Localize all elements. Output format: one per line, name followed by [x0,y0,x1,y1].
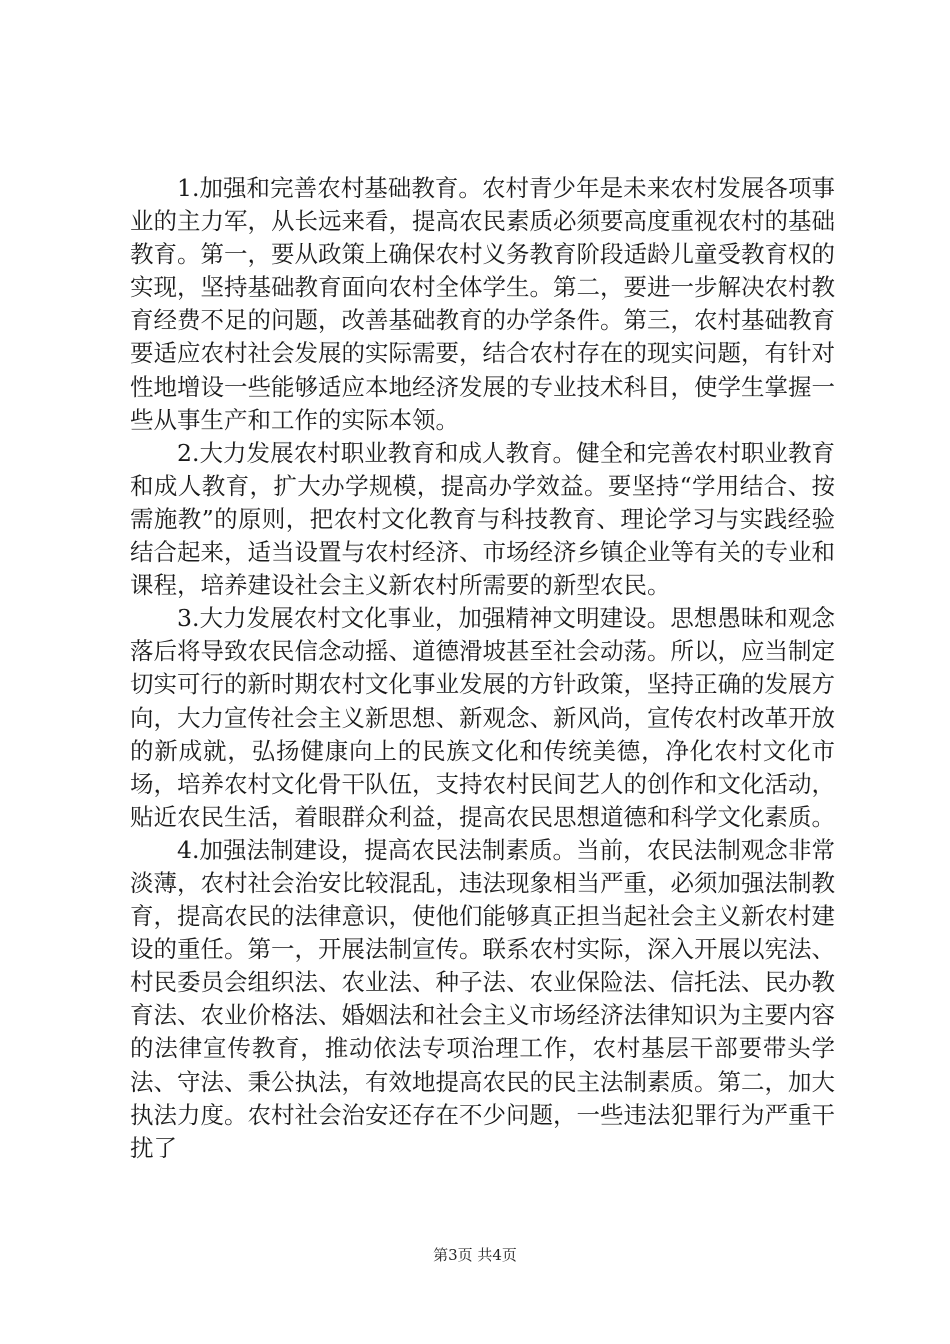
paragraph-4: 4.加强法制建设，提高农民法制素质。当前，农民法制观念非常淡薄，农村社会治安比较混乱，违法现象相当严重，必须加强法制教育，提高农民的法律意识，使他们能够真正担当起社会主义新农村建设的重任。第一，开展法制宣传。联系农村实际，深入开展以宪法、村民委员会组织法、农业法、种子法、农业保险法、信托法、民办教育法、农业价格法、婚姻法和社会主义市场经济法律知识为主要内容的法律宣传教育，推动依法专项治理工作，农村基层干部要带头学法、守法、秉公执法，有效地提高农民的民主法制素质。第二，加大执法力度。农村社会治安还存在不少问题，一些违法犯罪行为严重干扰了 [130,835,835,1162]
body-text [130,172,835,1165]
paragraph-3: 3.大力发展农村文化事业，加强精神文明建设。思想愚昧和观念落后将导致农民信念动摇、道德滑坡甚至社会动荡。所以，应当制定切实可行的新时期农村文化事业发展的方针政策，坚持正确的发展方向，大力宣传社会主义新思想、新观念、新风尚，宣传农村改革开放的新成就，弘扬健康向上的民族文化和传统美德，净化农村文化市场，培养农村文化骨干队伍，支持农村民间艺人的创作和文化活动，贴近农民生活，着眼群众利益，提高农民思想道德和科学文化素质。 [130,604,835,831]
paragraph-1: 1.加强和完善农村基础教育。农村青少年是未来农村发展各项事业的主力军，从长远来看，提高农民素质必须要高度重视农村的基础教育。第一，要从政策上确保农村义务教育阶段适龄儿童受教育权的实现，坚持基础教育面向农村全体学生。第二，要进一步解决农村教育经费不足的问题，改善基础教育的办学条件。第三，农村基础教育要适应农村社会发展的实际需要，结合农村存在的现实问题，有针对性地增设一些能够适应本地经济发展的专业技术科目，使学生掌握一些从事生产和工作的实际本领。 [130,174,835,434]
page-footer: 第3页 共4页 [433,1246,517,1264]
paragraph-2: 2.大力发展农村职业教育和成人教育。健全和完善农村职业教育和成人教育，扩大办学规模，提高办学效益。要坚持“学用结合、按需施教”的原则，把农村文化教育与科技教育、理论学习与实践经验结合起来，适当设置与农村经济、市场经济乡镇企业等有关的专业和课程，培养建设社会主义新农村所需要的新型农民。 [130,438,835,600]
